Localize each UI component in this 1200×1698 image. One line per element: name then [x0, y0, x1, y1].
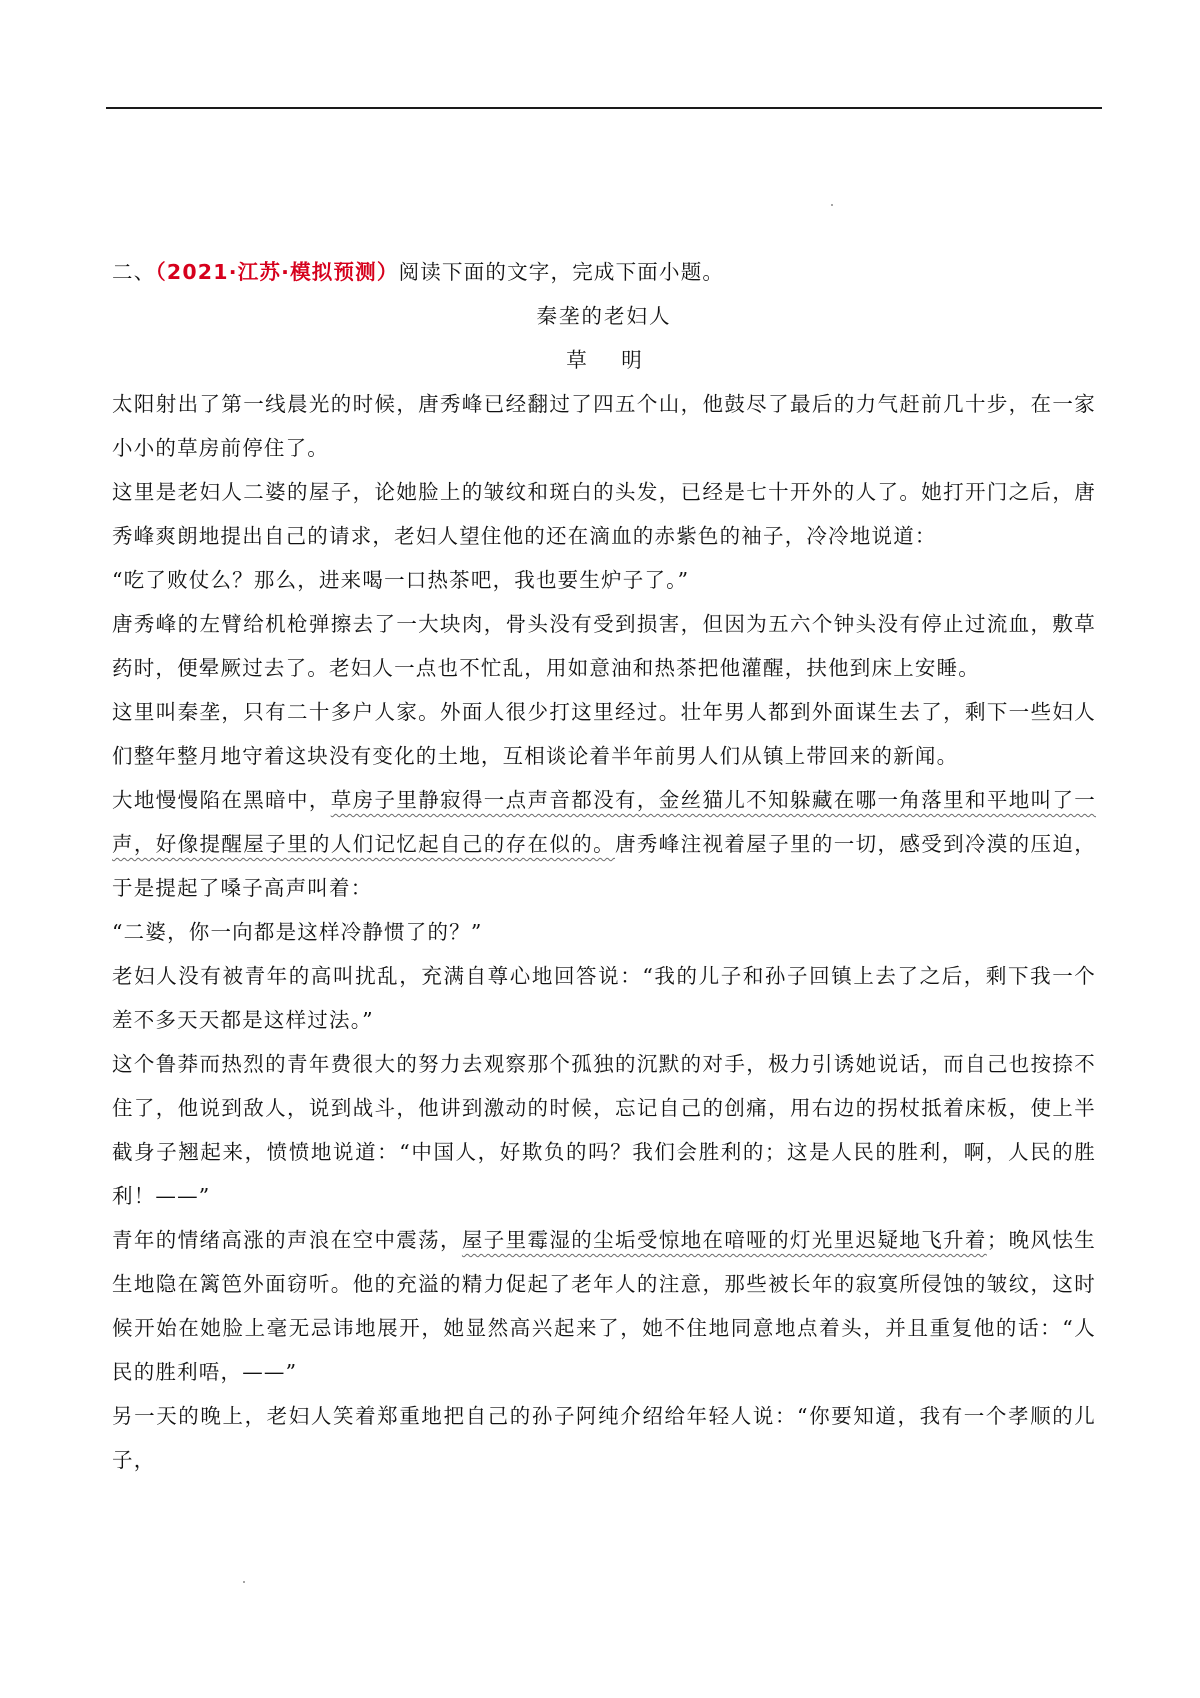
- underlined-sentence: 屋子里霉湿的尘垢受惊地在喑哑的灯光里迟疑地飞升着: [461, 1228, 987, 1252]
- paragraph: 这里是老妇人二婆的屋子，论她脸上的皱纹和斑白的头发，已经是七十开外的人了。她打开门之后，唐秀峰爽朗地提出自己的请求，老妇人望住他的还在滴血的赤紫色的袖子，冷冷地说道：: [112, 480, 1096, 548]
- paragraph: 青年的情绪高涨的声浪在空中震荡，屋子里霉湿的尘垢受惊地在喑哑的灯光里迟疑地飞升着；晚风怯生生地隐在篱笆外面窃听。他的充溢的精力促起了老年人的注意，那些被长年的寂寞所侵蚀的皱纹，这时候开始在她脸上毫无忌讳地展开，她显然高兴起来了，她不住地同意地点着头，并且重复他的话：“人民的胜利唔，——”: [112, 1228, 1096, 1384]
- document-body: [112, 250, 1096, 1482]
- paragraph: 另一天的晚上，老妇人笑着郑重地把自己的孙子阿纯介绍给年轻人说：“你要知道，我有一个孝顺的儿子，: [112, 1404, 1096, 1472]
- article-title: 秦垄的老妇人: [536, 304, 672, 328]
- paragraph: 这个鲁莽而热烈的青年费很大的努力去观察那个孤独的沉默的对手，极力引诱她说话，而自己也按捺不住了，他说到敌人，说到战斗，他讲到激动的时候，忘记自己的创痛，用右边的拐杖抵着床板，使上半截身子翘起来，愤愤地说道：“中国人，好欺负的吗？我们会胜利的；这是人民的胜利，啊，人民的胜利！——”: [112, 1052, 1096, 1208]
- article-author: 草 明: [566, 348, 656, 372]
- paragraph: “吃了败仗么？那么，进来喝一口热茶吧，我也要生炉子了。”: [112, 568, 690, 592]
- paragraph: 唐秀峰的左臂给机枪弹擦去了一大块肉，骨头没有受到损害，但因为五六个钟头没有停止过流血，敷草药时，便晕厥过去了。老妇人一点也不忙乱，用如意油和热茶把他灌醒，扶他到床上安睡。: [112, 612, 1096, 680]
- scan-dot: [243, 1581, 245, 1583]
- header-rule: [106, 107, 1102, 109]
- underlined-sentence: 草房子里静寂得一点声音都没有，金丝猫儿不知躲藏在哪一角落里和平地叫了一声，好像提醒屋子里的人们记忆起自己的存在似的。: [112, 788, 1097, 856]
- paragraph: 太阳射出了第一线晨光的时候，唐秀峰已经翻过了四五个山，他鼓尽了最后的力气赶前几十步，在一家小小的草房前停住了。: [112, 392, 1096, 460]
- scan-dot: [831, 204, 833, 206]
- paragraph: 这里叫秦垄，只有二十多户人家。外面人很少打这里经过。壮年男人都到外面谋生去了，剩下一些妇人们整年整月地守着这块没有变化的土地，互相谈论着半年前男人们从镇上带回来的新闻。: [112, 700, 1096, 768]
- paragraph: 大地慢慢陷在黑暗中，草房子里静寂得一点声音都没有，金丝猫儿不知躲藏在哪一角落里和平地叫了一声，好像提醒屋子里的人们记忆起自己的存在似的。唐秀峰注视着屋子里的一切，感受到冷漠的压迫，于是提起了嗓子高声叫着：: [112, 788, 1097, 900]
- question-heading: [112, 250, 1096, 294]
- paragraph: 老妇人没有被青年的高叫扰乱，充满自尊心地回答说：“我的儿子和孙子回镇上去了之后，剩下我一个差不多天天都是这样过法。”: [112, 964, 1096, 1032]
- question-instruction: 阅读下面的文字，完成下面小题。: [398, 260, 725, 284]
- question-source: （2021·江苏·模拟预测）: [155, 260, 399, 284]
- question-number: 二、: [112, 260, 156, 284]
- paragraph: “二婆，你一向都是这样冷静惯了的？”: [112, 920, 483, 944]
